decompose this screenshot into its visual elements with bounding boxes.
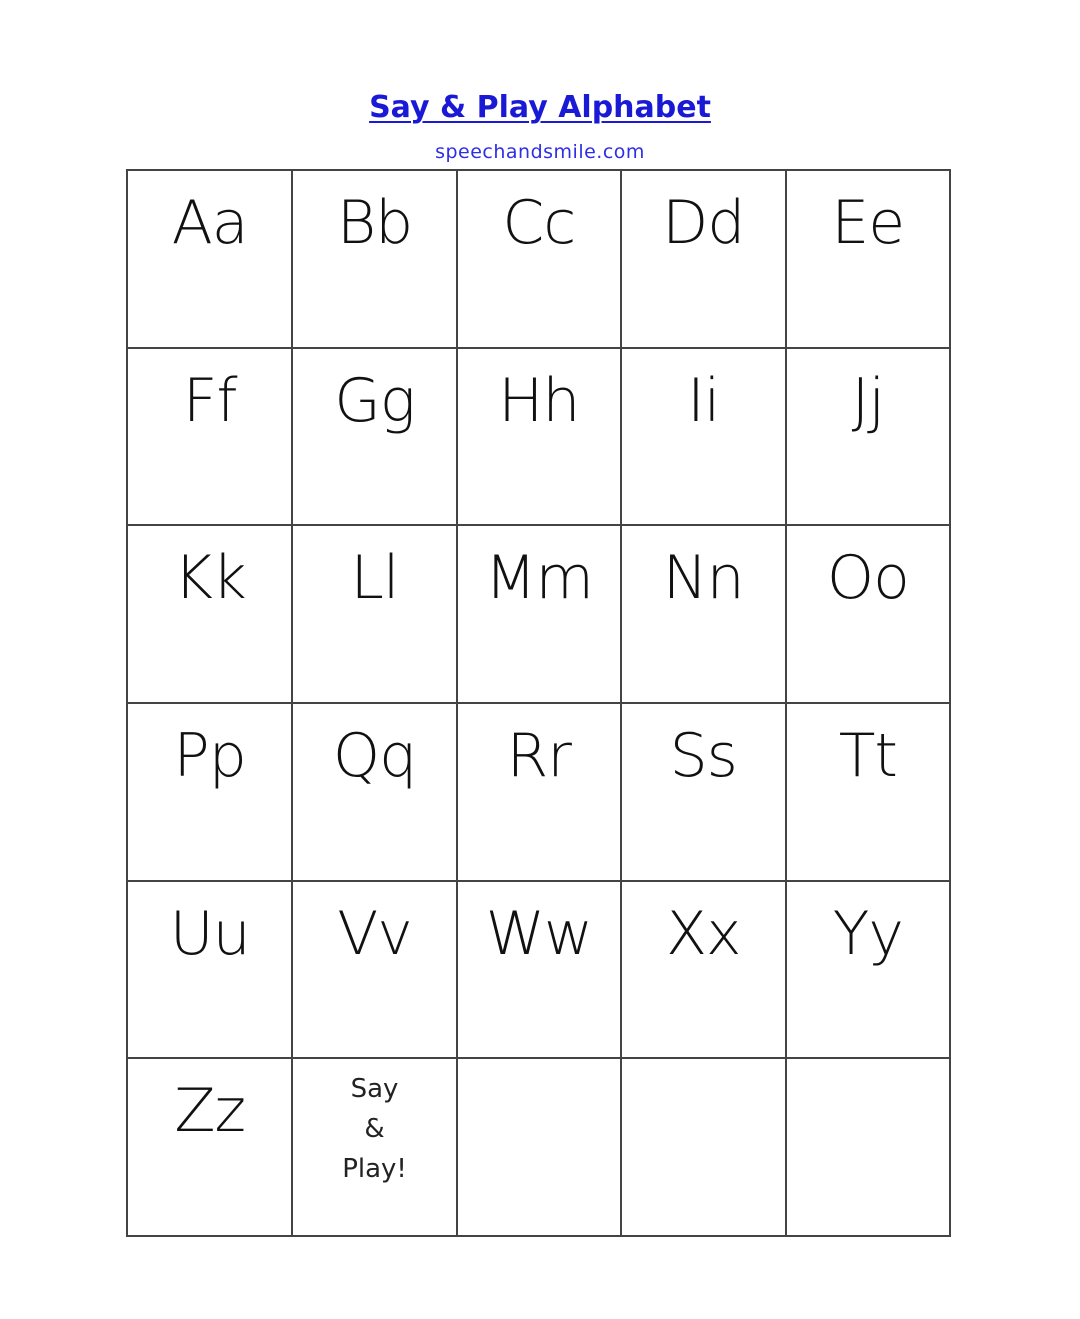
letter-cell-r bbox=[458, 704, 622, 882]
letter-pair-t: Tt bbox=[838, 721, 897, 791]
letter-pair-y: Yy bbox=[832, 898, 903, 969]
empty-cell bbox=[787, 1059, 951, 1237]
empty-cell bbox=[458, 1059, 622, 1237]
letter-cell-y bbox=[787, 882, 951, 1060]
letter-pair-h: Hh bbox=[498, 365, 580, 436]
note-line: Say bbox=[350, 1074, 399, 1105]
letter-cell-n bbox=[622, 526, 787, 704]
letter-cell-g bbox=[293, 349, 457, 527]
letter-pair-p: Pp bbox=[173, 721, 246, 791]
letter-cell-f bbox=[128, 349, 293, 527]
letter-pair-s: Ss bbox=[669, 721, 737, 791]
letter-cell-c bbox=[458, 171, 622, 349]
alphabet-grid bbox=[126, 169, 951, 1237]
letter-pair-e: Ee bbox=[831, 188, 905, 258]
letter-pair-k: Kk bbox=[173, 543, 246, 614]
letter-pair-a: Aa bbox=[171, 188, 248, 258]
letter-cell-i bbox=[622, 349, 787, 527]
note-line: Play! bbox=[342, 1154, 407, 1185]
page-title-link[interactable]: Say & Play Alphabet bbox=[369, 90, 711, 125]
letter-cell-o bbox=[787, 526, 951, 704]
letter-pair-r: Rr bbox=[506, 721, 571, 791]
letter-pair-f: Ff bbox=[182, 365, 237, 436]
letter-pair-j: Jj bbox=[851, 365, 884, 436]
letter-cell-k bbox=[128, 526, 293, 704]
letter-pair-c: Cc bbox=[502, 188, 576, 258]
letter-cell-m bbox=[458, 526, 622, 704]
letter-cell-s bbox=[622, 704, 787, 882]
letter-pair-b: Bb bbox=[336, 188, 413, 258]
letter-pair-d: Dd bbox=[662, 188, 745, 258]
letter-cell-b bbox=[293, 171, 457, 349]
say-and-play-cell bbox=[293, 1059, 457, 1237]
letter-cell-h bbox=[458, 349, 622, 527]
letter-cell-a bbox=[128, 171, 293, 349]
letter-pair-l: Ll bbox=[350, 543, 399, 614]
letter-cell-t bbox=[787, 704, 951, 882]
letter-cell-q bbox=[293, 704, 457, 882]
letter-cell-d bbox=[622, 171, 787, 349]
letter-pair-u: Uu bbox=[169, 898, 250, 969]
letter-cell-x bbox=[622, 882, 787, 1060]
letter-pair-q: Qq bbox=[332, 721, 417, 791]
letter-cell-u bbox=[128, 882, 293, 1060]
letter-cell-v bbox=[293, 882, 457, 1060]
empty-cell bbox=[622, 1059, 787, 1237]
letter-pair-m: Mm bbox=[484, 543, 593, 614]
letter-pair-g: Gg bbox=[334, 365, 415, 436]
note-line: & bbox=[364, 1114, 385, 1145]
letter-pair-v: Vv bbox=[337, 898, 412, 969]
letter-pair-w: Ww bbox=[485, 898, 592, 969]
letter-cell-z bbox=[128, 1059, 293, 1237]
letter-pair-o: Oo bbox=[826, 543, 909, 614]
letter-cell-w bbox=[458, 882, 622, 1060]
say-and-play-note bbox=[293, 1069, 455, 1189]
website-caption: speechandsmile.com bbox=[435, 141, 645, 163]
letter-pair-x: Xx bbox=[665, 898, 741, 969]
letter-pair-i: Ii bbox=[687, 365, 720, 436]
letter-cell-p bbox=[128, 704, 293, 882]
letter-cell-l bbox=[293, 526, 457, 704]
letter-pair-z: Zz bbox=[174, 1076, 245, 1147]
letter-pair-n: Nn bbox=[662, 543, 744, 614]
letter-cell-j bbox=[787, 349, 951, 527]
letter-cell-e bbox=[787, 171, 951, 349]
